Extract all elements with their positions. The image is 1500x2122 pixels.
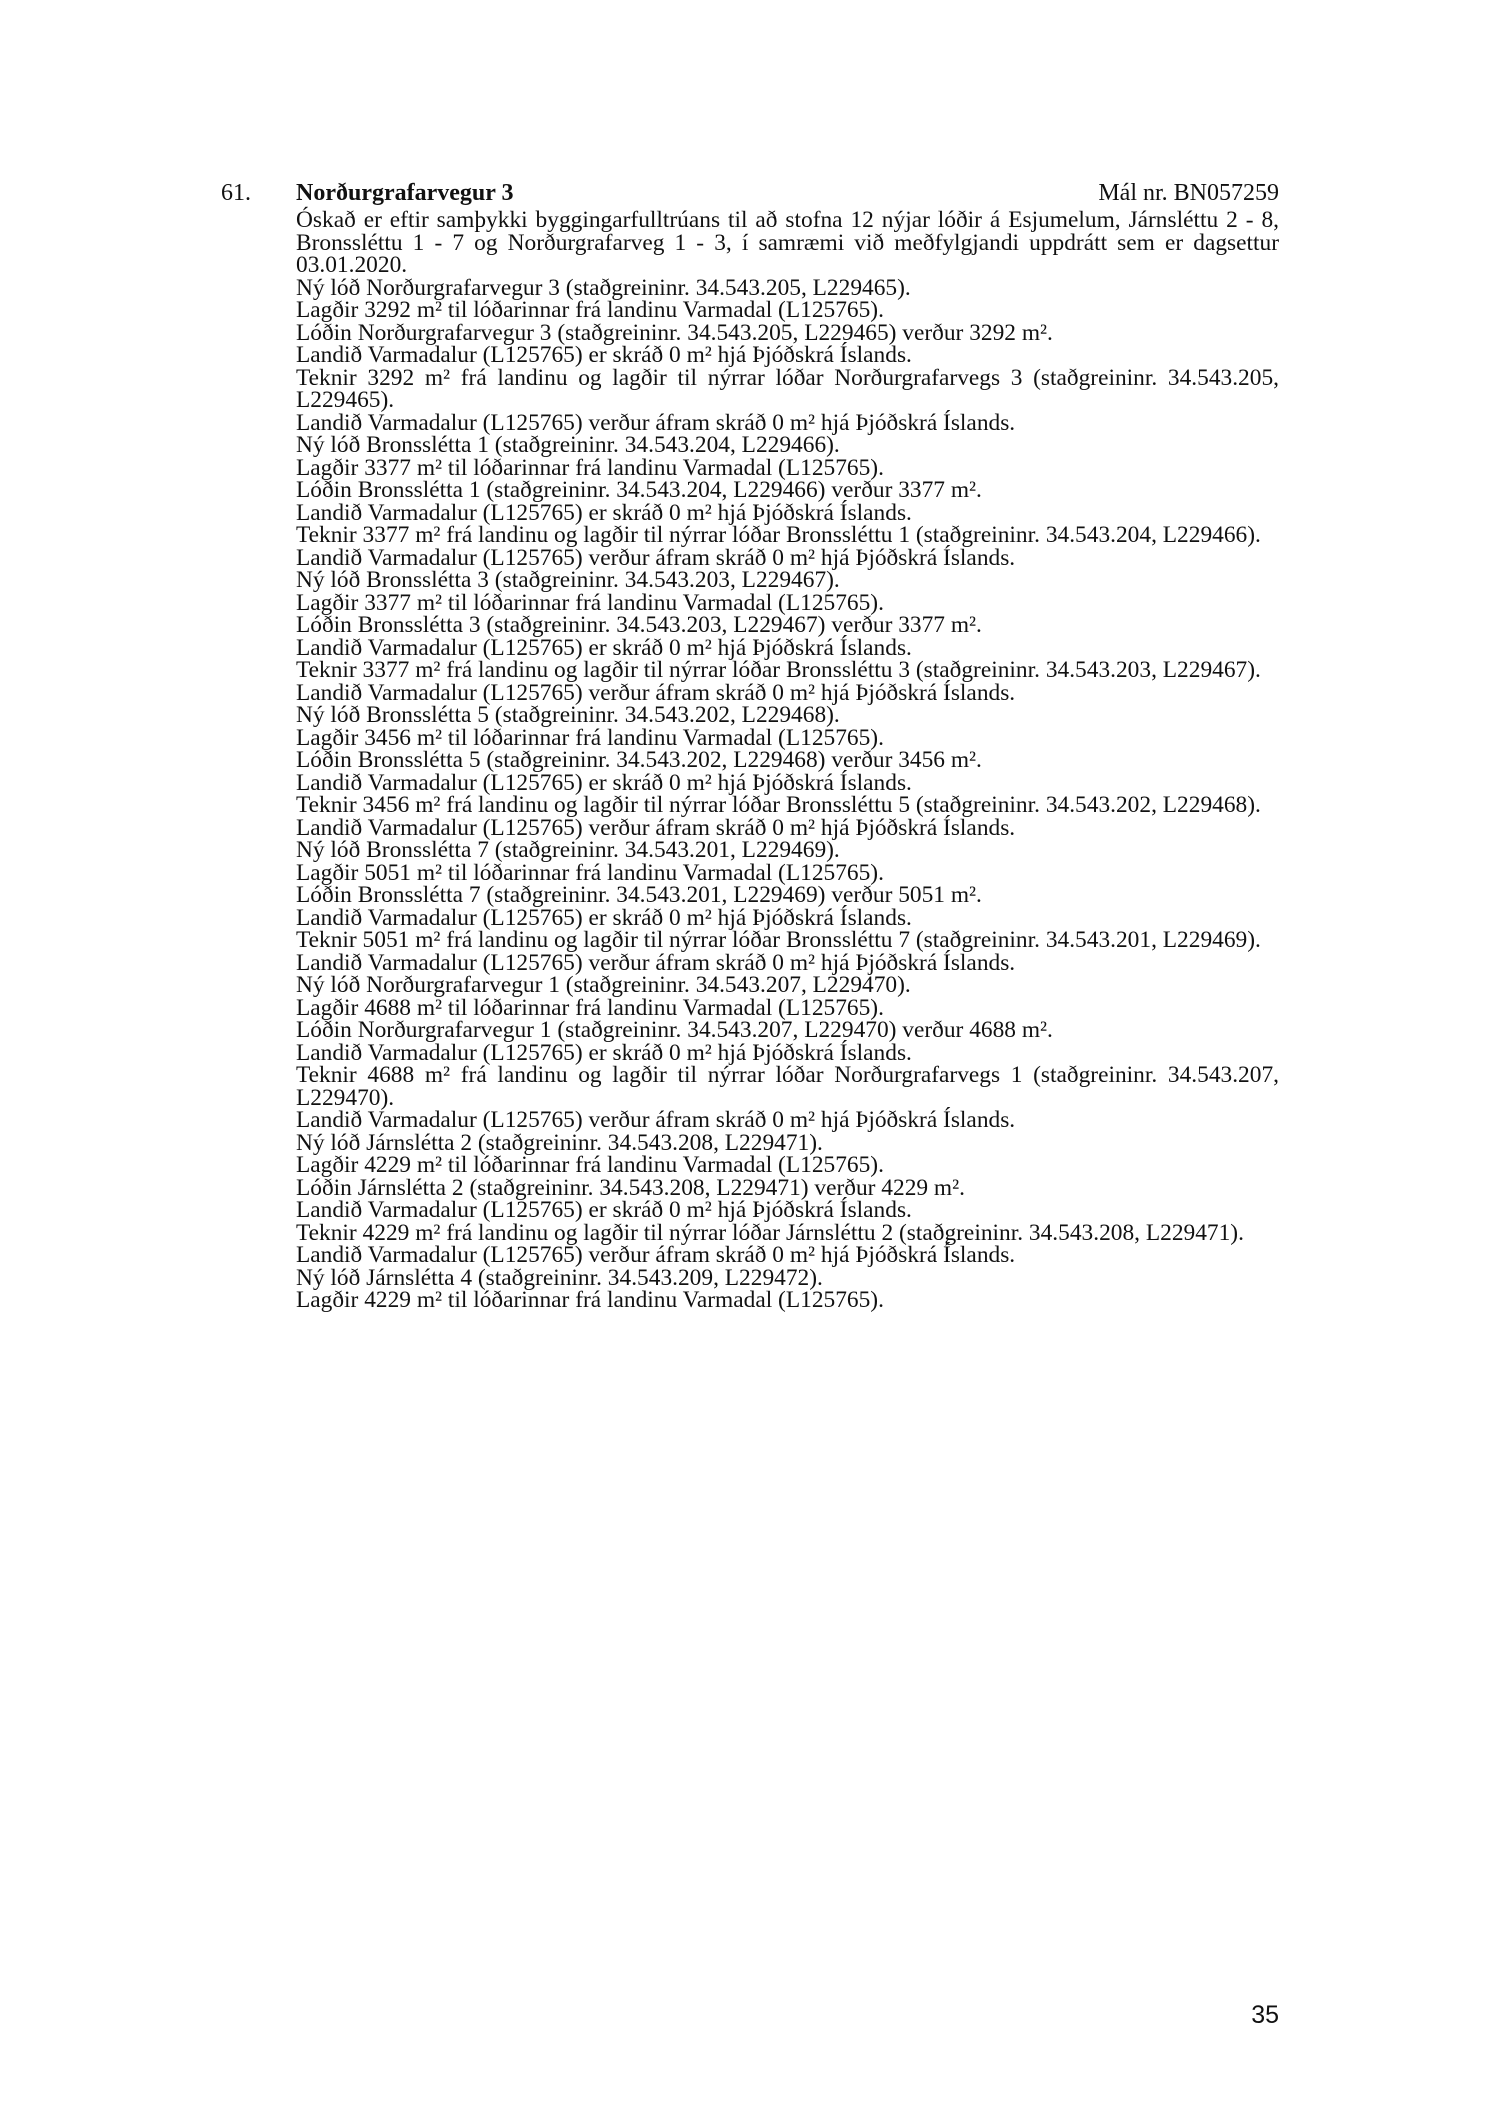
paragraph: Lóðin Norðurgrafarvegur 3 (staðgreininr. 34.543.205, L229465) verður 3292 m². <box>296 319 1053 346</box>
paragraph: Lagðir 4229 m² til lóðarinnar frá landinu Varmadal (L125765). <box>296 1152 884 1178</box>
item-body <box>296 209 1279 1312</box>
paragraph: Ný lóð Járnslétta 4 (staðgreininr. 34.543.209, L229472). <box>296 1264 823 1291</box>
paragraph: Landið Varmadalur (L125765) er skráð 0 m² hjá Þjóðskrá Íslands. <box>296 1197 912 1223</box>
paragraph: Teknir 3377 m² frá landinu og lagðir til nýrrar lóðar Bronssléttu 1 (staðgreininr. 34.543.204, L229466). <box>296 522 1261 548</box>
paragraph: Teknir 4229 m² frá landinu og lagðir til nýrrar lóðar Járnsléttu 2 (staðgreininr. 34.543.208, L229471). <box>296 1219 1244 1246</box>
paragraph: Lagðir 3377 m² til lóðarinnar frá landinu Varmadal (L125765). <box>296 454 884 481</box>
paragraph: Lóðin Bronsslétta 7 (staðgreininr. 34.543.201, L229469) verður 5051 m². <box>296 882 982 908</box>
item-header <box>221 178 1279 208</box>
paragraph: Lóðin Bronsslétta 1 (staðgreininr. 34.543.204, L229466) verður 3377 m². <box>296 477 982 503</box>
case-number: Mál nr. BN057259 <box>1098 180 1279 206</box>
paragraph: Lóðin Járnslétta 2 (staðgreininr. 34.543.208, L229471) verður 4229 m². <box>296 1174 965 1201</box>
paragraph: Ný lóð Bronsslétta 1 (staðgreininr. 34.543.204, L229466). <box>296 432 840 458</box>
page-number: 35 <box>1251 2001 1279 2029</box>
paragraph: Landið Varmadalur (L125765) er skráð 0 m² hjá Þjóðskrá Íslands. <box>296 342 912 368</box>
item-number: 61. <box>221 180 251 206</box>
paragraph: Ný lóð Bronsslétta 3 (staðgreininr. 34.543.203, L229467). <box>296 567 840 593</box>
paragraph: Landið Varmadalur (L125765) verður áfram skráð 0 m² hjá Þjóðskrá Íslands. <box>296 679 1016 706</box>
paragraph: Landið Varmadalur (L125765) verður áfram skráð 0 m² hjá Þjóðskrá Íslands. <box>296 409 1016 436</box>
paragraph: Ný lóð Bronsslétta 5 (staðgreininr. 34.543.202, L229468). <box>296 702 840 728</box>
paragraph: Landið Varmadalur (L125765) er skráð 0 m² hjá Þjóðskrá Íslands. <box>296 1039 912 1066</box>
paragraph: Lagðir 4229 m² til lóðarinnar frá landinu Varmadal (L125765). <box>296 1287 884 1313</box>
paragraph: Lagðir 3377 m² til lóðarinnar frá landinu Varmadal (L125765). <box>296 589 884 616</box>
paragraph: Lagðir 3292 m² til lóðarinnar frá landinu Varmadal (L125765). <box>296 297 884 323</box>
paragraph: Óskað er eftir samþykki byggingarfulltrúans til að stofna 12 nýjar lóðir á Esjumelum, Járnsléttu 2 - 8, Bronssléttu 1 - 7 og Norðurgrafarveg 1 - 3, í samræmi við meðfylgjandi uppdrátt sem er dagsettur 03.01.2020. <box>296 207 1279 278</box>
paragraph: Lagðir 3456 m² til lóðarinnar frá landinu Varmadal (L125765). <box>296 724 884 751</box>
paragraph: Lóðin Norðurgrafarvegur 1 (staðgreininr. 34.543.207, L229470) verður 4688 m². <box>296 1017 1053 1043</box>
paragraph: Ný lóð Norðurgrafarvegur 3 (staðgreininr. 34.543.205, L229465). <box>296 274 911 301</box>
paragraph: Teknir 4688 m² frá landinu og lagðir til nýrrar lóðar Norðurgrafarvegs 1 (staðgreininr. 34.543.207, L229470). <box>296 1062 1279 1111</box>
paragraph: Landið Varmadalur (L125765) er skráð 0 m² hjá Þjóðskrá Íslands. <box>296 499 912 526</box>
paragraph: Landið Varmadalur (L125765) verður áfram skráð 0 m² hjá Þjóðskrá Íslands. <box>296 1242 1016 1268</box>
paragraph: Teknir 3377 m² frá landinu og lagðir til nýrrar lóðar Bronssléttu 3 (staðgreininr. 34.543.203, L229467). <box>296 657 1261 683</box>
paragraph: Landið Varmadalur (L125765) er skráð 0 m² hjá Þjóðskrá Íslands. <box>296 904 912 931</box>
paragraph: Ný lóð Norðurgrafarvegur 1 (staðgreininr. 34.543.207, L229470). <box>296 972 911 998</box>
paragraph: Landið Varmadalur (L125765) er skráð 0 m² hjá Þjóðskrá Íslands. <box>296 769 912 796</box>
paragraph: Lóðin Bronsslétta 3 (staðgreininr. 34.543.203, L229467) verður 3377 m². <box>296 612 982 638</box>
paragraph: Teknir 3292 m² frá landinu og lagðir til nýrrar lóðar Norðurgrafarvegs 3 (staðgreininr. 34.543.205, L229465). <box>296 364 1279 413</box>
paragraph: Lóðin Bronsslétta 5 (staðgreininr. 34.543.202, L229468) verður 3456 m². <box>296 747 982 773</box>
paragraph: Landið Varmadalur (L125765) er skráð 0 m² hjá Þjóðskrá Íslands. <box>296 634 912 661</box>
paragraph: Landið Varmadalur (L125765) verður áfram skráð 0 m² hjá Þjóðskrá Íslands. <box>296 544 1016 571</box>
paragraph: Landið Varmadalur (L125765) verður áfram skráð 0 m² hjá Þjóðskrá Íslands. <box>296 1107 1016 1133</box>
paragraph: Teknir 5051 m² frá landinu og lagðir til nýrrar lóðar Bronssléttu 7 (staðgreininr. 34.543.201, L229469). <box>296 927 1261 953</box>
paragraph: Lagðir 5051 m² til lóðarinnar frá landinu Varmadal (L125765). <box>296 859 884 886</box>
item-title: Norðurgrafarvegur 3 <box>296 180 514 206</box>
paragraph: Lagðir 4688 m² til lóðarinnar frá landinu Varmadal (L125765). <box>296 994 884 1021</box>
paragraph: Teknir 3456 m² frá landinu og lagðir til nýrrar lóðar Bronssléttu 5 (staðgreininr. 34.543.202, L229468). <box>296 792 1261 818</box>
paragraph: Ný lóð Bronsslétta 7 (staðgreininr. 34.543.201, L229469). <box>296 837 840 863</box>
paragraph: Landið Varmadalur (L125765) verður áfram skráð 0 m² hjá Þjóðskrá Íslands. <box>296 949 1016 976</box>
paragraph: Landið Varmadalur (L125765) verður áfram skráð 0 m² hjá Þjóðskrá Íslands. <box>296 814 1016 841</box>
paragraph: Ný lóð Járnslétta 2 (staðgreininr. 34.543.208, L229471). <box>296 1129 823 1156</box>
